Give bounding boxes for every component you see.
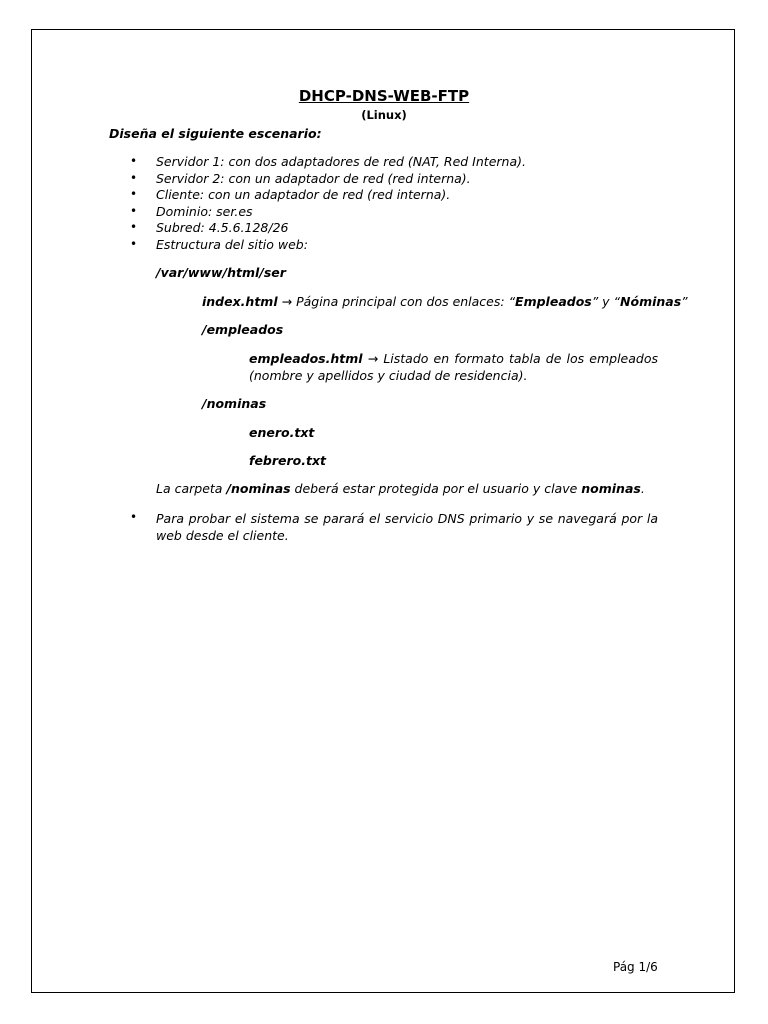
document-title: DHCP-DNS-WEB-FTP	[298, 87, 470, 105]
list-item	[0, 187, 768, 204]
protection-password: nominas	[581, 481, 641, 496]
site-root-path: /var/www/html/ser	[156, 265, 286, 280]
protection-text-before: La carpeta	[156, 481, 227, 496]
bullet-icon: •	[130, 187, 138, 201]
arrow-icon: →	[281, 294, 293, 309]
bullet-icon: •	[130, 154, 138, 168]
arrow-icon: →	[367, 351, 379, 366]
empleados-folder: /empleados	[202, 322, 284, 337]
nominas-folder: /nominas	[202, 396, 267, 411]
document-subtitle: (Linux)	[361, 108, 407, 122]
empleados-file-name: empleados.html	[249, 351, 363, 366]
nominas-file-enero: enero.txt	[249, 425, 315, 440]
index-desc-before: Página principal con dos enlaces: “	[296, 294, 516, 309]
requirements-list	[0, 154, 768, 253]
bullet-icon: •	[130, 220, 138, 234]
nominas-file-febrero: febrero.txt	[249, 453, 327, 468]
index-desc-after: ”	[681, 294, 688, 309]
list-item	[0, 220, 768, 237]
intro-heading: Diseña el siguiente escenario:	[109, 126, 322, 141]
index-desc-middle: ” y “	[591, 294, 621, 309]
list-item	[0, 171, 768, 188]
bullet-icon: •	[130, 170, 138, 185]
list-item-text: Subred: 4.5.6.128/26	[156, 220, 289, 235]
page-number: Pág 1/6	[613, 960, 658, 974]
index-link-nominas: Nóminas	[620, 294, 682, 309]
list-item-text: Dominio: ser.es	[156, 203, 253, 219]
protection-note	[156, 481, 645, 496]
protected-folder: /nominas	[226, 481, 291, 496]
index-file-name: index.html	[202, 294, 278, 309]
index-entry	[202, 294, 688, 309]
list-item-text: Servidor 1: con dos adaptadores de red (NAT, Red Interna).	[156, 154, 526, 169]
bullet-icon: •	[130, 510, 138, 524]
bullet-icon: •	[130, 236, 138, 251]
list-item-text: Cliente: con un adaptador de red (red interna).	[156, 187, 451, 202]
list-item	[0, 237, 768, 254]
empleados-file-desc: Listado en formato tabla de los empleados (nombre y apellidos y ciudad de residencia).	[249, 351, 658, 383]
final-list-item-text: Para probar el sistema se parará el servicio DNS primario y se navegará por la web desde el cliente.	[156, 511, 658, 543]
list-item	[0, 204, 768, 221]
protection-text-after: .	[640, 481, 645, 496]
list-item-text: Servidor 2: con un adaptador de red (red interna).	[156, 170, 471, 186]
index-link-empleados: Empleados	[515, 294, 592, 309]
list-item-text: Estructura del sitio web:	[156, 236, 308, 252]
bullet-icon: •	[130, 203, 138, 218]
empleados-file-entry	[249, 350, 658, 384]
list-item	[0, 154, 768, 171]
protection-text-middle: deberá estar protegida por el usuario y clave	[290, 481, 582, 496]
